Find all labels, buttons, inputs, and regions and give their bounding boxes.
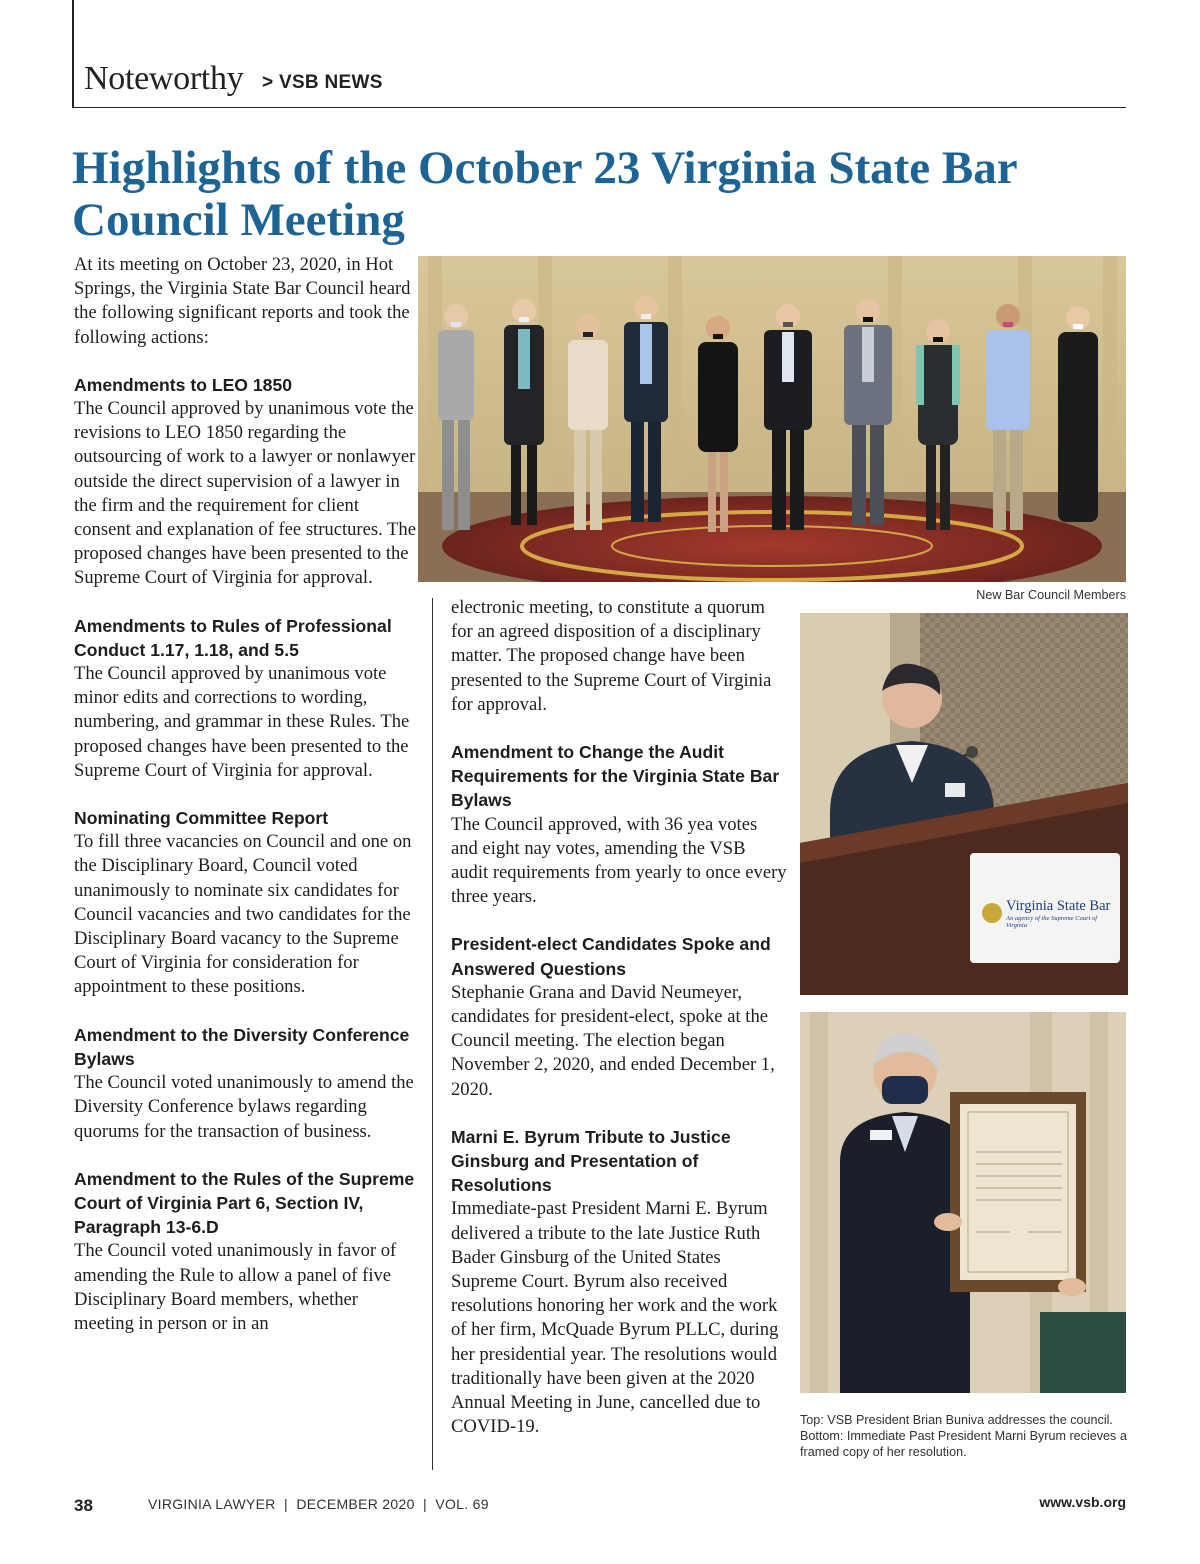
caption-bottom: Bottom: Immediate Past President Marni Byrum recieves a framed copy of her resolution.	[800, 1429, 1127, 1459]
subsection-label: > VSB NEWS	[262, 72, 383, 93]
group-photo	[418, 256, 1126, 582]
column-divider	[432, 598, 433, 1470]
website-link[interactable]: www.vsb.org	[1039, 1494, 1126, 1510]
resolution-photo	[800, 1012, 1126, 1393]
header-horizontal-rule	[72, 107, 1126, 108]
column-left	[74, 253, 416, 1336]
section-heading-nominating: Nominating Committee Report	[74, 808, 329, 829]
section-heading-tribute: Marni E. Byrum Tribute to Justice Ginsburg and Presentation of Resolutions	[451, 1126, 731, 1196]
podium-photo	[800, 613, 1128, 995]
article-title: Highlights of the October 23 Virginia State Bar Council Meeting	[72, 142, 1017, 246]
section-body-rpc: The Council approved by unanimous vote minor edits and corrections to wording, numbering, and grammar in these Rules. The proposed changes have been presented to the Supreme Court of Virginia for approval.	[74, 663, 410, 781]
page-number: 38	[74, 1496, 93, 1515]
section-body-scv: The Council voted unanimously in favor of amending the Rule to allow a panel of five Disciplinary Board members, whether meeting in person or in an	[74, 1240, 397, 1334]
section-heading-rpc: Amendments to Rules of Professional Conduct 1.17, 1.18, and 5.5	[74, 615, 392, 660]
section-body-nominating: To fill three vacancies on Council and one on the Disciplinary Board, Council voted unanimously to nominate six candidates for Council vacancies and two candidates for the Disciplinary Board vacancy to the Supreme Court of Virginia for consideration for appointment to these positions.	[74, 831, 412, 998]
section-body-audit: The Council approved, with 36 yea votes and eight nay votes, amending the VSB audit requirements from yearly to once every three years.	[451, 813, 787, 908]
podium-caption	[800, 1412, 1130, 1460]
section-heading-diversity: Amendment to the Diversity Conference Bylaws	[74, 1024, 410, 1069]
section-name: Noteworthy	[84, 60, 244, 97]
header-vertical-rule	[72, 0, 74, 108]
podium-sign-subtitle: An agency of the Supreme Court of Virginia	[1006, 915, 1098, 929]
group-photo-caption: New Bar Council Members	[976, 588, 1126, 602]
caption-top: Top: VSB President Brian Buniva addresses the council.	[800, 1413, 1113, 1427]
section-body-candidates: Stephanie Grana and David Neumeyer, candidates for president-elect, spoke at the Council meeting. The election began November 2, 2020, and ended December 1, 2020.	[451, 981, 775, 1100]
section-body-tribute: Immediate-past President Marni E. Byrum delivered a tribute to the late Justice Ruth Bader Ginsburg of the United States Supreme Court. Byrum also received resolutions honoring her work and the work of her firm, McQuade Byrum PLLC, during her presidential year. The resolutions would traditionally have been given at the 2020 Annual Meeting in June, cancelled due to COVID-19.	[451, 1198, 779, 1438]
section-body-leo: The Council approved by unanimous vote the revisions to LEO 1850 regarding the outsourcing of work to a lawyer or nonlawyer outside the direct supervision of a lawyer in the firm and the requirement for client consent and explanation of fee structures. The proposed changes have been presented to the Supreme Court of Virginia for approval.	[74, 398, 416, 589]
section-body-scv-continued: electronic meeting, to constitute a quorum for an agreed disposition of a disciplinary matter. The proposed change have been presented to the Supreme Court of Virginia for approval.	[451, 597, 772, 715]
section-body-diversity: The Council voted unanimously to amend the Diversity Conference bylaws regarding quorums for the transaction of business.	[74, 1072, 414, 1142]
section-heading-scv: Amendment to the Rules of the Supreme Court of Virginia Part 6, Section IV, Paragraph 13-6.D	[74, 1168, 415, 1238]
magazine-info: VIRGINIA LAWYER | DECEMBER 2020 | VOL. 69	[148, 1496, 489, 1512]
section-heading-leo: Amendments to LEO 1850	[74, 374, 293, 395]
column-middle	[451, 596, 787, 1440]
podium-sign-title: Virginia State Bar	[1006, 898, 1111, 914]
section-heading-candidates: President-elect Candidates Spoke and Answered Questions	[451, 934, 771, 979]
section-heading-audit: Amendment to Change the Audit Requirements for the Virginia State Bar Bylaws	[451, 742, 780, 811]
intro-paragraph: At its meeting on October 23, 2020, in Hot Springs, the Virginia State Bar Council heard the following significant reports and took the following actions:	[74, 254, 411, 348]
